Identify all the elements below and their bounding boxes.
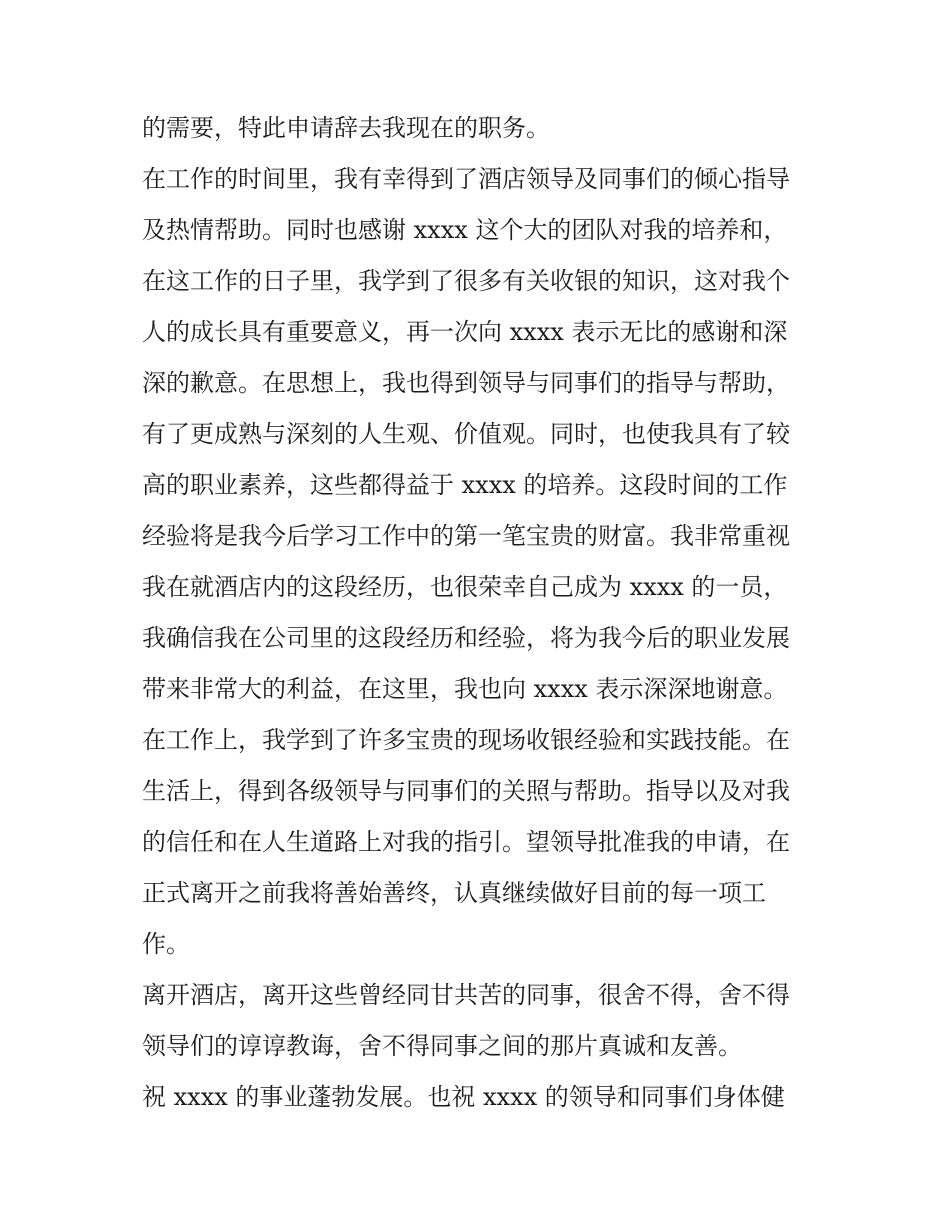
body-text-line: 作。 — [142, 930, 190, 958]
body-text-line: 人的成长具有重要意义，再一次向 xxxx 表示无比的感谢和深 — [142, 318, 788, 346]
body-text-line: 的需要，特此申请辞去我现在的职务。 — [142, 114, 550, 142]
body-text-line: 生活上，得到各级领导与同事们的关照与帮助。指导以及对我 — [142, 777, 790, 805]
body-text-line: 在这工作的日子里，我学到了很多有关收银的知识，这对我个 — [142, 267, 790, 295]
body-text-line: 带来非常大的利益，在这里，我也向 xxxx 表示深深地谢意。 — [142, 675, 788, 703]
body-text-line: 离开酒店，离开这些曾经同甘共苦的同事，很舍不得，舍不得 — [142, 981, 790, 1009]
body-text-line: 正式离开之前我将善始善终，认真继续做好目前的每一项工 — [142, 879, 766, 907]
body-text-line: 我确信我在公司里的这段经历和经验，将为我今后的职业发展 — [142, 624, 790, 652]
body-text-line: 经验将是我今后学习工作中的第一笔宝贵的财富。我非常重视 — [142, 522, 790, 550]
body-text-line: 在工作的时间里，我有幸得到了酒店领导及同事们的倾心指导 — [142, 165, 790, 193]
body-text-line: 祝 xxxx 的事业蓬勃发展。也祝 xxxx 的领导和同事们身体健 — [142, 1083, 785, 1111]
body-text-line: 深的歉意。在思想上，我也得到领导与同事们的指导与帮助， — [142, 369, 790, 397]
body-text-line: 及热情帮助。同时也感谢 xxxx 这个大的团队对我的培养和， — [142, 216, 788, 244]
body-text-line: 在工作上，我学到了许多宝贵的现场收银经验和实践技能。在 — [142, 726, 790, 754]
body-text-line: 领导们的谆谆教诲，舍不得同事之间的那片真诚和友善。 — [142, 1032, 742, 1060]
body-text-line: 高的职业素养，这些都得益于 xxxx 的培养。这段时间的工作 — [142, 471, 788, 499]
body-text-line: 我在就酒店内的这段经历，也很荣幸自己成为 xxxx 的一员， — [142, 573, 788, 601]
body-text-line: 的信任和在人生道路上对我的指引。望领导批准我的申请，在 — [142, 828, 790, 856]
body-text-line: 有了更成熟与深刻的人生观、价值观。同时，也使我具有了较 — [142, 420, 790, 448]
